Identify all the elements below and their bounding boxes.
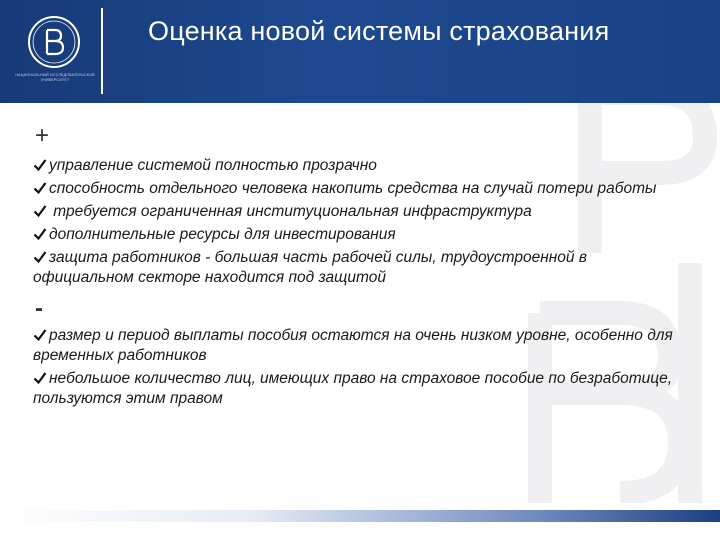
checkmark-icon: [33, 371, 47, 385]
list-item: [33, 326, 673, 366]
slide-title: Оценка новой системы страхования: [148, 16, 610, 46]
checkmark-icon: [33, 227, 47, 241]
list-item: [33, 156, 673, 176]
cons-list: [33, 326, 673, 409]
list-item: [33, 179, 673, 199]
list-item: [33, 369, 673, 409]
slide-header: [0, 0, 720, 103]
checkmark-icon: [33, 328, 47, 342]
header-divider: [101, 8, 103, 94]
list-item-text: способность отдельного человека накопить средства на случай потери работы: [49, 180, 657, 197]
checkmark-icon: [33, 250, 47, 264]
checkmark-icon: [33, 158, 47, 172]
pros-sign: +: [35, 122, 50, 149]
list-item: [33, 225, 673, 245]
bottom-gradient-bar: [0, 510, 720, 522]
logo-caption: НАЦИОНАЛЬНЫЙ ИССЛЕДОВАТЕЛЬСКИЙ УНИВЕРСИТЕТ: [15, 73, 95, 82]
pros-list: [33, 156, 673, 288]
slide-content: [33, 122, 673, 412]
checkmark-icon: [33, 204, 47, 218]
list-item-text: требуется ограниченная институциональная инфраструктура: [49, 203, 532, 220]
list-item-text: дополнительные ресурсы для инвестирования: [49, 226, 396, 243]
list-item-text: защита работников - большая часть рабочей силы, трудоустроенной в официальном секторе находится под защитой: [33, 249, 587, 286]
list-item: [33, 248, 673, 288]
list-item-text: небольшое количество лиц, имеющих право на страховое пособие по безработице, пользуются этим правом: [33, 370, 673, 407]
list-item: [33, 202, 673, 222]
list-item-text: размер и период выплаты пособия остаются на очень низком уровне, особенно для временных работников: [33, 327, 673, 364]
list-item-text: управление системой полностью прозрачно: [49, 157, 377, 174]
checkmark-icon: [33, 181, 47, 195]
cons-sign: -: [35, 295, 43, 322]
